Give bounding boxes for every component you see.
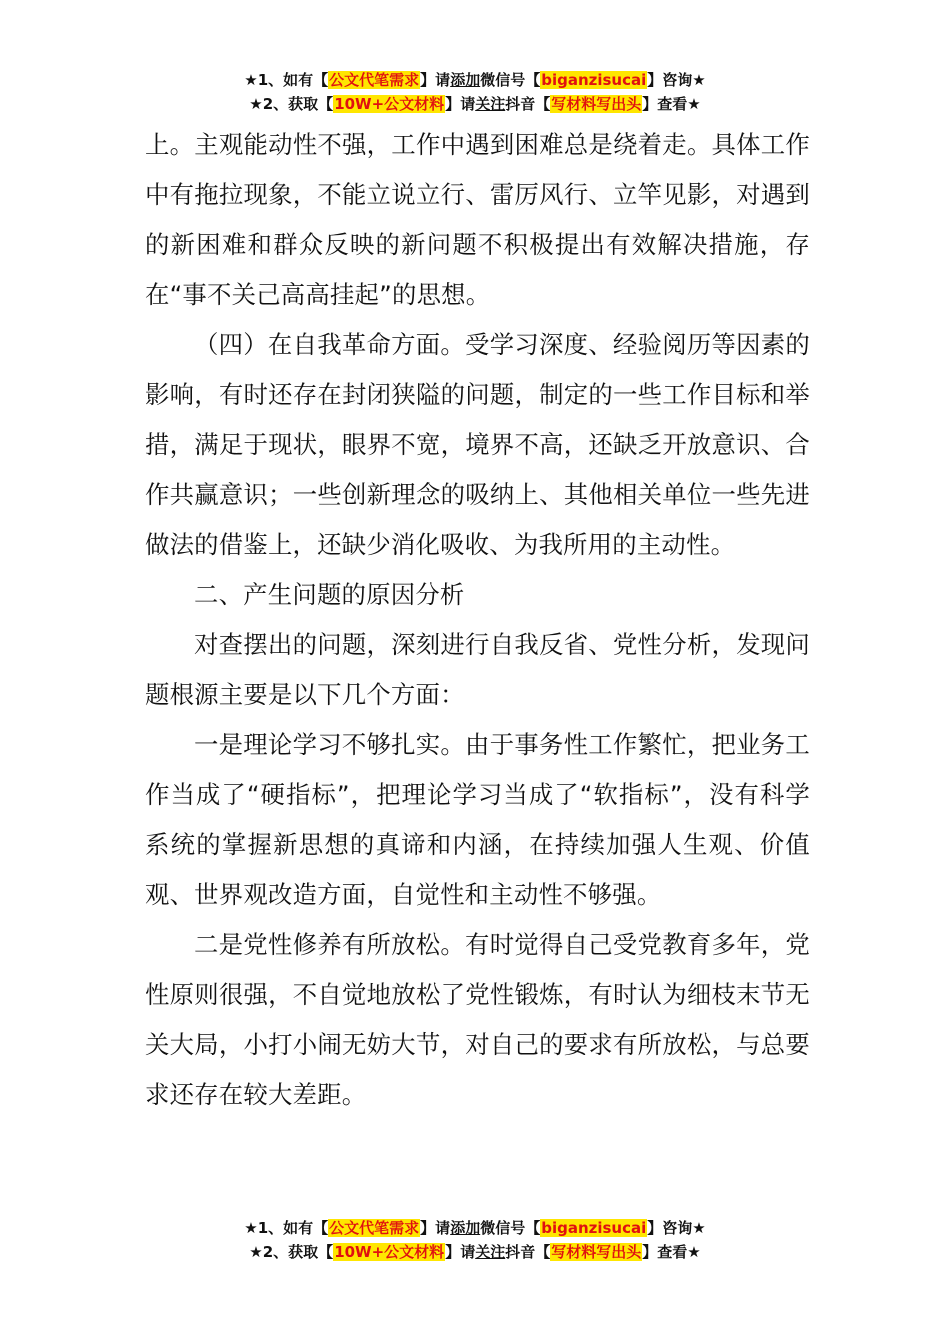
banner-text: 】请: [445, 1243, 476, 1261]
highlight-materials: 10W+公文材料: [334, 95, 445, 113]
banner-emphasis: 添加: [450, 1219, 481, 1237]
banner-text: ★2、获取【: [249, 95, 334, 113]
banner-emphasis: 关注: [475, 1243, 506, 1261]
highlight-wechat-id: biganzisucai: [541, 1219, 647, 1237]
banner-line-1: [0, 68, 950, 92]
footer-banner: [0, 1216, 950, 1264]
banner-line-2: [0, 92, 950, 116]
banner-text: 】查看★: [642, 1243, 701, 1261]
document-body: [145, 120, 810, 1120]
banner-text: ★1、如有【: [244, 71, 329, 89]
banner-text: 】请: [445, 95, 476, 113]
section-heading: 二、产生问题的原因分析: [194, 580, 465, 609]
banner-text: ★2、获取【: [249, 1243, 334, 1261]
banner-text: 】查看★: [642, 95, 701, 113]
banner-text: 】咨询★: [647, 71, 706, 89]
banner-line-1: [0, 1216, 950, 1240]
paragraph-party-spirit: 二是党性修养有所放松。有时觉得自己受党教育多年，党性原则很强，不自觉地放松了党性锻炼，有时认为细枝末节无关大局，小打小闹无妨大节，对自己的要求有所放松，与总要求还存在较大差距。: [145, 930, 810, 1109]
header-banner: [0, 68, 950, 116]
banner-text: 抖音【: [505, 95, 551, 113]
banner-text: ★1、如有【: [244, 1219, 329, 1237]
highlight-wechat-id: biganzisucai: [541, 71, 647, 89]
highlight-douyin-account: 写材料写出头: [551, 1243, 642, 1261]
banner-text: 】请: [420, 71, 451, 89]
banner-text: 】请: [420, 1219, 451, 1237]
highlight-materials: 10W+公文材料: [334, 1243, 445, 1261]
banner-text: 微信号【: [480, 1219, 541, 1237]
highlight-service: 公文代笔需求: [329, 71, 420, 89]
highlight-service: 公文代笔需求: [329, 1219, 420, 1237]
paragraph-intro: 对查摆出的问题，深刻进行自我反省、党性分析，发现问题根源主要是以下几个方面：: [145, 630, 810, 709]
banner-text: 微信号【: [480, 71, 541, 89]
highlight-douyin-account: 写材料写出头: [551, 95, 642, 113]
banner-emphasis: 添加: [450, 71, 481, 89]
banner-text: 抖音【: [505, 1243, 551, 1261]
banner-text: 】咨询★: [647, 1219, 706, 1237]
paragraph-theory-study: 一是理论学习不够扎实。由于事务性工作繁忙，把业务工作当成了“硬指标”，把理论学习当成了“软指标”，没有科学系统的掌握新思想的真谛和内涵，在持续加强人生观、价值观、世界观改造方面，自觉性和主动性不够强。: [145, 730, 810, 909]
paragraph-continuation: 上。主观能动性不强，工作中遇到困难总是绕着走。具体工作中有拖拉现象，不能立说立行、雷厉风行、立竿见影，对遇到的新困难和群众反映的新问题不积极提出有效解决措施，存在“事不关己高高挂起”的思想。: [145, 130, 810, 309]
banner-line-2: [0, 1240, 950, 1264]
banner-emphasis: 关注: [475, 95, 506, 113]
paragraph-self-revolution: （四）在自我革命方面。受学习深度、经验阅历等因素的影响，有时还存在封闭狭隘的问题，制定的一些工作目标和举措，满足于现状，眼界不宽，境界不高，还缺乏开放意识、合作共赢意识；一些创新理念的吸纳上、其他相关单位一些先进做法的借鉴上，还缺少消化吸收、为我所用的主动性。: [145, 330, 810, 559]
